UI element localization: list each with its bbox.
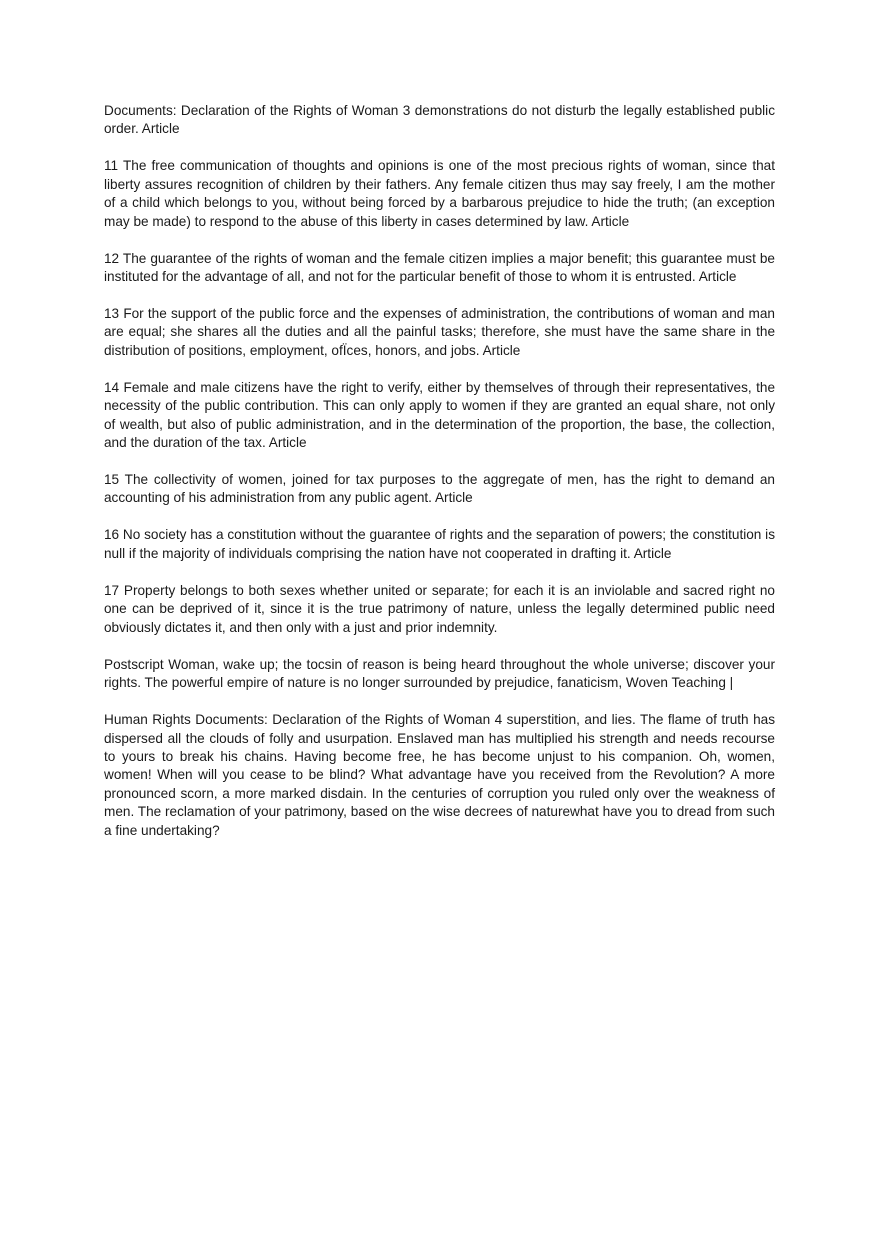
paragraph-article-15: 15 The collectivity of women, joined for tax purposes to the aggregate of men, has the right to demand an accounting of his administration from any public agent. Article (104, 472, 775, 506)
paragraph-article-17: 17 Property belongs to both sexes whether united or separate; for each it is an inviolable and sacred right no one can be deprived of it, since it is the true patrimony of nature, unless the legally determined public need obviously dictates it, and then only with a just and prior indemnity. (104, 582, 775, 635)
paragraph-article-12: 12 The guarantee of the rights of woman and the female citizen implies a major benefit; this guarantee must be instituted for the advantage of all, and not for the particular benefit of those to whom it is entrusted. Article (104, 250, 775, 285)
paragraph-article-14: 14 Female and male citizens have the right to verify, either by themselves of through their representatives, the necessity of the public contribution. This can only apply to women if they are granted an equal share, not only of wealth, but also of public administration, and in the determination of the proportion, the base, the collection, and the duration of the tax. Article (104, 379, 775, 451)
paragraph-article-16: 16 No society has a constitution without the guarantee of rights and the separation of powers; the constitution is null if the majority of individuals comprising the nation have not cooperated in drafting it. Article (104, 527, 775, 561)
paragraph-postscript: Postscript Woman, wake up; the tocsin of reason is being heard throughout the whole universe; discover your rights. The powerful empire of nature is no longer surrounded by prejudice, fanaticism, Woven Teaching | (104, 656, 775, 691)
paragraph-intro: Documents: Declaration of the Rights of Woman 3 demonstrations do not disturb the legally established public order. Article (104, 103, 775, 137)
paragraph-article-13: 13 For the support of the public force and the expenses of administration, the contributions of woman and man are equal; she shares all the duties and all the painful tasks; therefore, she must have the same share in the distribution of positions, employment, ofÏces, honors, and jobs. Article (104, 306, 775, 358)
paragraph-continuation: Human Rights Documents: Declaration of the Rights of Woman 4 superstition, and lies. The flame of truth has dispersed all the clouds of folly and usurpation. Enslaved man has multiplied his strength and needs recourse to yours to break his chains. Having become free, he has become unjust to his companion. Oh, women, women! When will you cease to be blind? What advantage have you received from the Revolution? A more pronounced scorn, a more marked disdain. In the centuries of corruption you ruled only over the weakness of men. The reclamation of your patrimony, based on the wise decrees of naturewhat have you to dread from such a fine undertaking? (104, 712, 775, 838)
paragraph-article-11: 11 The free communication of thoughts and opinions is one of the most precious rights of woman, since that liberty assures recognition of children by their fathers. Any female citizen thus may say freely, I am the mother of a child which belongs to you, without being forced by a barbarous prejudice to hide the truth; (an exception may be made) to respond to the abuse of this liberty in cases determined by law. Article (104, 158, 775, 229)
document-body (104, 102, 775, 840)
